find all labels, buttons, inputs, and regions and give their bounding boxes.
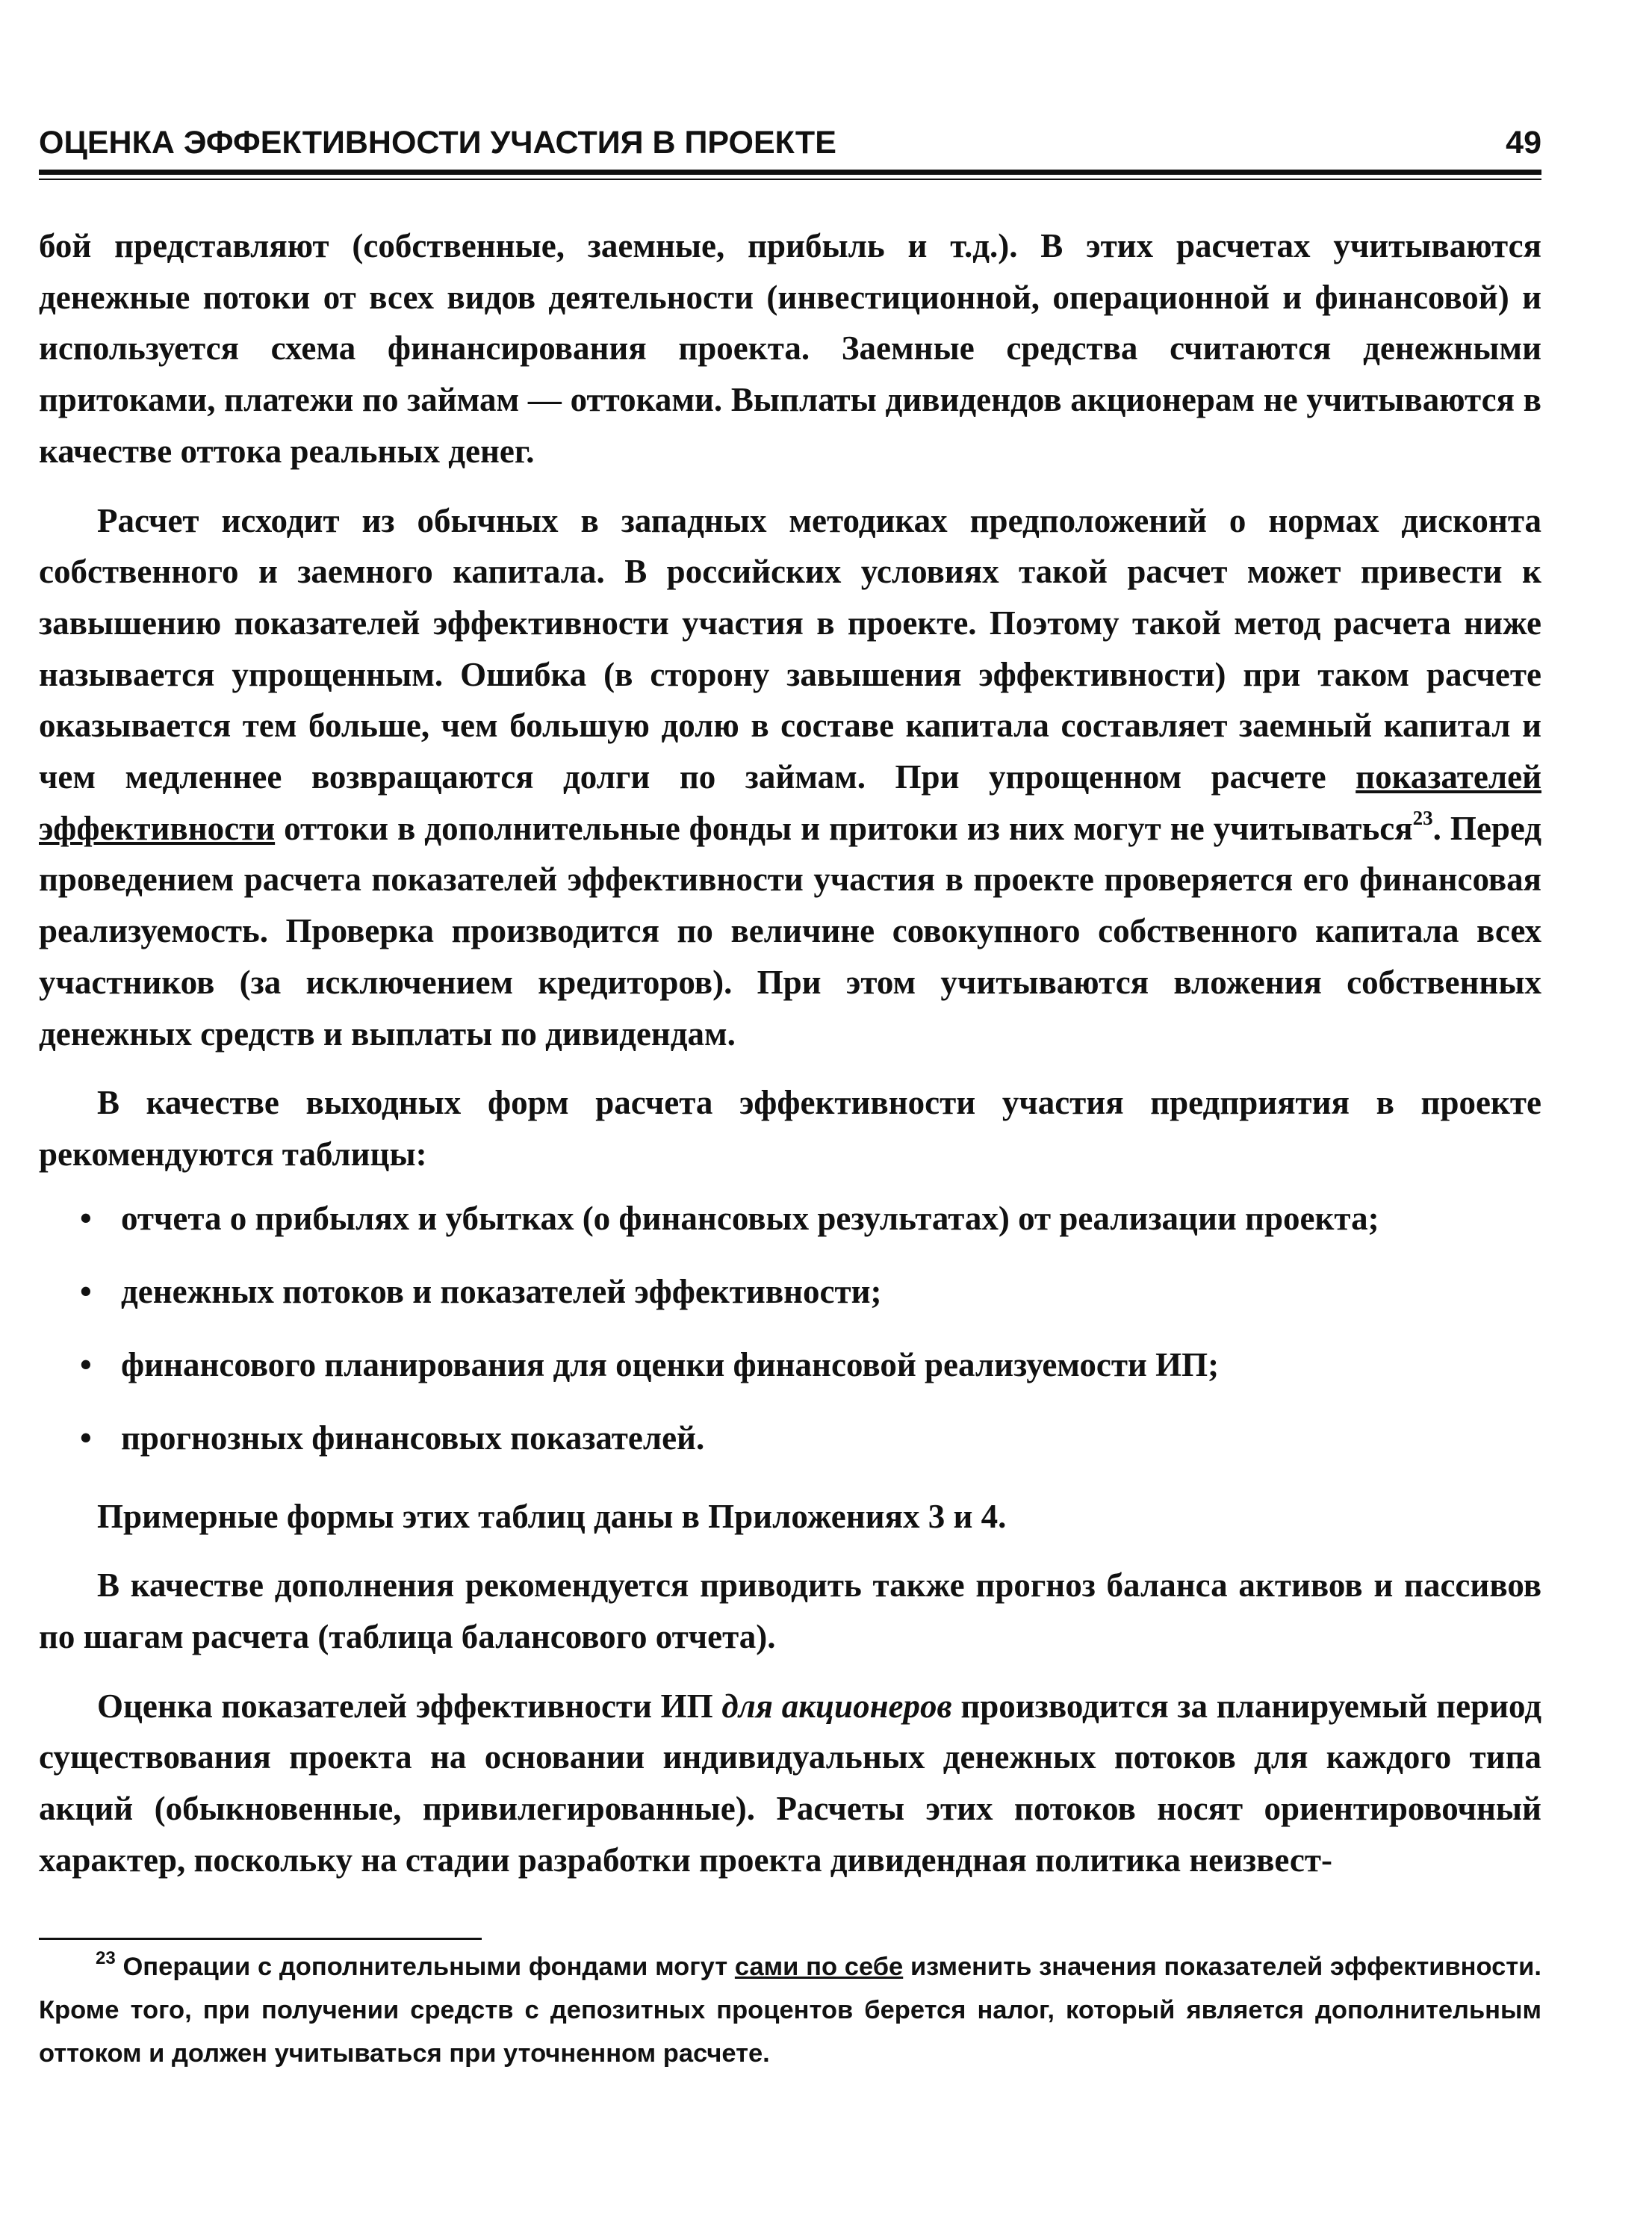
paragraph-2-part-a: Расчет исходит из обычных в западных методиках предположений о нормах дисконта собственного и заемного капитала. В российских условиях такой расчет может привести к завышению показателей эффективности участия в проекте. Поэтому такой метод расчета ниже называется упрощенным. Ошибка (в сторону завышения эффективности) при таком расчете оказывается тем больше, чем большую долю в составе капитала составляет заемный капитал и чем медленнее возвращаются долги по займам. При упрощенном расчете (39, 501, 1541, 796)
paragraph-4: Примерные формы этих таблиц даны в Приложениях 3 и 4. (97, 1497, 1007, 1535)
footnote-text-a: Операции с дополнительными фондами могут (115, 1953, 735, 1981)
footnote-underlined: сами по себе (734, 1953, 904, 1981)
list-item-text: отчета о прибылях и убытках (о финансовых результатах) от реализации проекта; (121, 1199, 1379, 1237)
list-item-text: денежных потоков и показателей эффективности; (121, 1272, 882, 1310)
italic-term: для акционеров (721, 1687, 952, 1725)
header-rule-thin (39, 179, 1541, 180)
bullet-list (39, 1198, 1541, 1459)
bullet-icon: • (80, 1419, 92, 1457)
list-item-text: финансового планирования для оценки финансовой реализуемости ИП; (121, 1345, 1220, 1383)
footnote-text-b: изменить значения показателей эффективности. Кроме того, при получении средств с депозитных процентов берется налог, который является дополнительным оттоком и должен учитываться при уточненном расчете. (39, 1953, 1541, 2068)
body-text (39, 220, 1541, 1886)
page-number: 49 (1506, 125, 1541, 161)
list-item (39, 1271, 1541, 1312)
list-item (39, 1198, 1541, 1239)
paragraph-2 (39, 495, 1541, 1060)
footnote-separator (39, 1938, 482, 1940)
paragraph-5: В качестве дополнения рекомендуется приводить также прогноз баланса активов и пассивов по шагам расчета (таблица балансового отчета). (39, 1566, 1541, 1656)
footnote-number: 23 (96, 1948, 116, 1968)
bullet-icon: • (80, 1199, 92, 1237)
paragraph-3: В качестве выходных форм расчета эффективности участия предприятия в проекте рекомендуются таблицы: (39, 1084, 1541, 1173)
bullet-icon: • (80, 1272, 92, 1310)
paragraph-1: бой представляют (собственные, заемные, прибыль и т.д.). В этих расчетах учитываются денежные потоки от всех видов деятельности (инвестиционной, операционной и финансовой) и используется схема финансирования проекта. Заемные средства считаются денежными притоками, платежи по займам — оттоками. Выплаты дивидендов акционерам не учитываются в качестве оттока реальных денег. (39, 227, 1541, 470)
paragraph-6-part-b: производится за планируемый период существования проекта на основании индивидуальных денежных потоков для каждого типа акций (обыкновенные, привилегированные). Расчеты этих потоков носят ориентировочный характер, поскольку на стадии разработки проекта дивидендная политика неизвест- (39, 1687, 1542, 1879)
paragraph-6 (39, 1681, 1541, 1886)
running-header (39, 127, 1541, 170)
list-item (39, 1345, 1541, 1386)
underlined-term: показателей эффективности (39, 758, 1541, 847)
bullet-icon: • (80, 1345, 92, 1383)
paragraph-6-part-a: Оценка показателей эффективности ИП (97, 1687, 722, 1725)
running-header-title: ОЦЕНКА ЭФФЕКТИВНОСТИ УЧАСТИЯ В ПРОЕКТЕ (39, 125, 836, 161)
paragraph-2-part-b: оттоки в дополнительные фонды и притоки из них могут не учитываться (275, 809, 1413, 847)
footnote-reference[interactable]: 23 (1412, 806, 1433, 829)
footnote (39, 1945, 1541, 2075)
list-item-text: прогнозных финансовых показателей. (121, 1419, 705, 1457)
paragraph-2-part-c: . Перед проведением расчета показателей эффективности участия в проекте проверяется его финансовая реализуемость. Проверка производится по величине совокупного собственного капитала всех участников (за исключением кредиторов). При этом учитываются вложения собственных денежных средств и выплаты по дивидендам. (39, 809, 1541, 1053)
list-item (39, 1418, 1541, 1459)
header-rule-thick (39, 170, 1541, 175)
page (39, 127, 1541, 1904)
